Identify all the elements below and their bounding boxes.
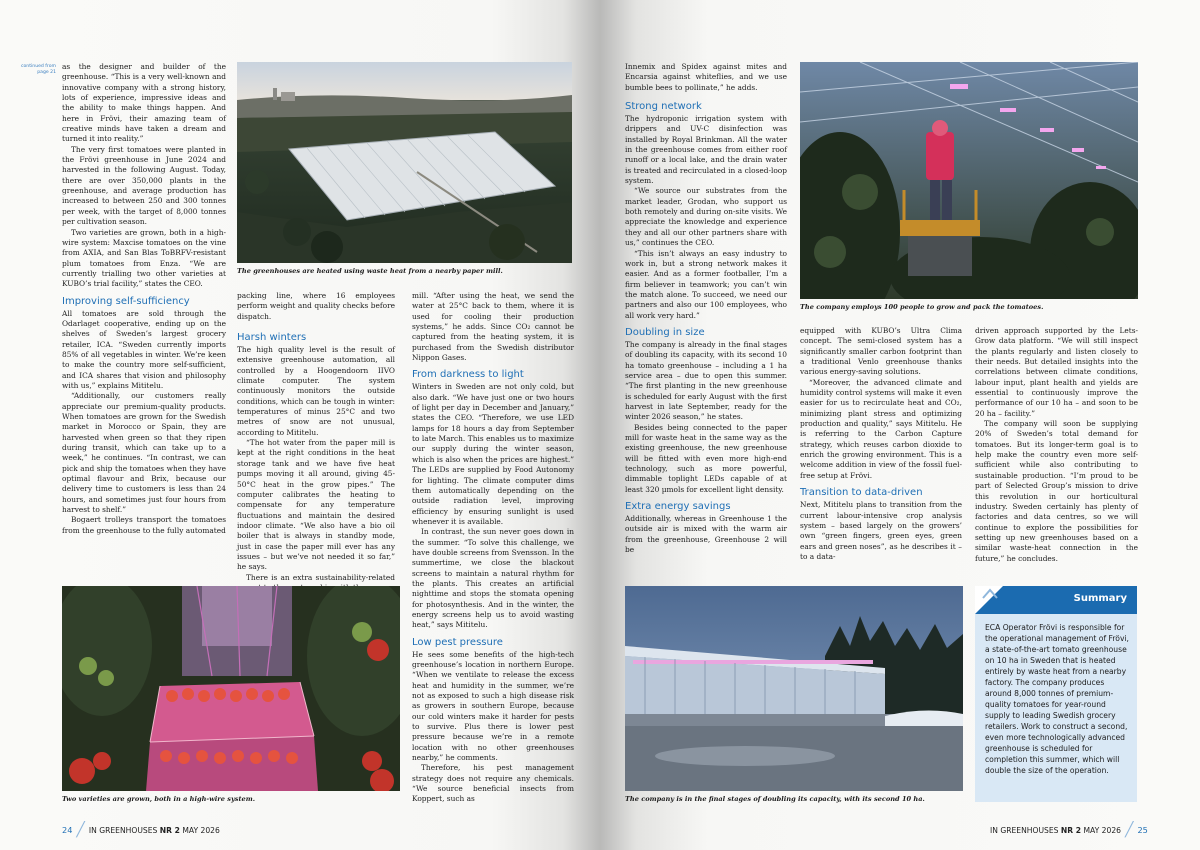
paragraph: The hydroponic irrigation system with drippers and UV-C disinfection was installed by Royal Brinkman. All the water in the greenhouse comes from either roof runoff or a local lake, and the drain water is treated and recirculated in a closed-loop system.: [625, 114, 787, 186]
paragraph: packing line, where 16 employees perform weight and quality checks before dispatch.: [237, 291, 395, 321]
section-heading: Strong network: [625, 101, 702, 113]
summary-title: Summary: [1073, 593, 1127, 604]
paragraph: In contrast, the sun never goes down in the summer. “To solve this challenge, we have double screens from Svensson. In the summertime, we close the blackout screens to maintain a natural rhythm for the plants. This creates an artificial nighttime and stops the stomata opening for photosynthesis. And in the winter, the energy screens help us to avoid wasting heat,” says Mititelu.: [412, 527, 574, 630]
photo-caption: The greenhouses are heated using waste heat from a nearby paper mill.: [237, 267, 503, 275]
section-heading: From darkness to light: [412, 369, 524, 381]
paragraph: Innemix and Spidex against mites and Encarsia against whiteflies, and we use bumble bees to pollinate,” he adds.: [625, 62, 787, 92]
paragraph: “The hot water from the paper mill is kept at the right conditions in the heat storage tank and we have five heat pumps moving it all around, giving 45-50°C heat in the grow pipes.” The computer calibrates the heating to compensate for any temperature fluctuations and maintain the desired indoor climate. “We also have a bio oil boiler that is always in standby mode, just in case the paper mill ever has any issues – but we’ve not needed it so far,” he says.: [237, 438, 395, 572]
chevron-ornament-icon: [981, 586, 999, 600]
photo-caption: The company employs 100 people to grow and pack the tomatoes.: [800, 303, 1044, 311]
right-column-1: [625, 62, 787, 555]
paragraph: The very first tomatoes were planted in the Frövi greenhouse in June 2024 and harvested in the following August. Today, there are over 350,000 plants in the greenhouse, and average production has increased to between 250 and 300 tonnes per week, with the target of 8,000 tonnes per cultivation season.: [62, 144, 226, 227]
page-number: 24: [62, 825, 73, 835]
photo-caption: Two varieties are grown, both in a high-wire system.: [62, 795, 256, 803]
right-column-3: [975, 326, 1138, 564]
tomato-crates-photo: [62, 586, 400, 791]
paragraph: Winters in Sweden are not only cold, but also dark. “We have just one or two hours of light per day in December and January,” states the CEO. “Therefore, we use LED lamps for 18 hours a day from September to late March. This enables us to maximize our supply during the winter season, which is also when the prices are highest.” The LEDs are supplied by Food Autonomy for lighting. The climate computer dims them automatically depending on the outside radiation level, improving efficiency by ensuring sunlight is used whenever it is available.: [412, 382, 574, 526]
page-footer: [990, 822, 1148, 838]
paragraph: Therefore, his pest management strategy does not require any chemicals. “We source beneficial insects from Koppert, such as: [412, 763, 574, 804]
photo-caption: The company is in the final stages of doubling its capacity, with its second 10 ha.: [625, 795, 925, 803]
paragraph: There is an extra sustainability-related: [246, 572, 395, 582]
paragraph: “We source our substrates from the market leader, Grodan, who support us both remotely and during on-site visits. We appreciate the knowledge and experience they and all our other partners share with us,” continues the CEO.: [625, 186, 787, 248]
paragraph: “This isn’t always an easy industry to work in, but a strong network makes it easier. And as a former footballer, I’m a firm believer in teamwork; you can’t win the match alone. To succeed, we need our partners and also our 100 employees, who all work very hard.”: [625, 248, 787, 320]
paragraph: The company is already in the final stages of doubling its capacity, with its second 10 ha tomato greenhouse – including a 1 ha service area – due to open this summer. “The first planting in the new greenhouse is scheduled for early August with the first harvest in late September, ready for the winter 2026 season,” he states.: [625, 339, 787, 422]
paragraph: The high quality level is the result of extensive greenhouse automation, all controlled by a Hoogendoorn IIVO climate computer. The system continuously monitors the outside conditions, which can be tough in winter: temperatures of minus 25°C and two metres of snow are not unusual, according to Mititelu.: [237, 345, 395, 437]
paragraph: “Moreover, the advanced climate and humidity control systems will make it even easier for us to recirculate heat and CO₂, minimizing plant stress and optimizing production and quality,” says Mititelu. He is referring to the Carbon Capture strategy, which reuses carbon dioxide to enrich the growing environment. This is a welcome addition in view of the fossil fuel-free setup at Frövi.: [800, 377, 962, 480]
paragraph: mill. “After using the heat, we send the water at 25°C back to them, where it is used for cooling their production systems,” he adds. Since CO₂ cannot be captured from the heating system, it is purchased from the Swedish distributor Nippon Gases.: [412, 291, 574, 363]
aerial-greenhouse-photo: [237, 62, 572, 263]
page-footer: [62, 822, 220, 838]
paragraph: equipped with KUBO’s Ultra Clima concept. The semi-closed system has a significantly smaller carbon footprint than a traditional Venlo greenhouse thanks various energy-saving solutions.: [800, 326, 962, 377]
slash-ornament: ╱: [1125, 822, 1134, 838]
paragraph: driven approach supported by the Lets-Grow data platform. “We will still inspect the plants regularly and listen closely to their needs. But detailed insights into the correlations between climate conditions, labour input, plant health and yields are essential to continuously improve the performance of our 10 ha – and soon to be 20 ha – facility.”: [975, 326, 1138, 418]
magazine-name: IN GREENHOUSES NR 2 MAY 2026: [990, 825, 1121, 835]
page-number: 25: [1137, 825, 1148, 835]
paragraph: “Additionally, our customers really appreciate our premium-quality products. When tomatoes are grown for the Swedish market in Morocco or Spain, they are harvested when green so that they ripen during transit, which can take up to a week,” he continues. “In contrast, we can pick and ship the tomatoes when they have optimal flavour and Brix, because our delivery time to customers is less than 24 hours, and sometimes just four hours from harvest to shelf.”: [62, 391, 226, 515]
paragraph: Bogaert trolleys transport the tomatoes from the greenhouse to the fully automated: [62, 515, 226, 535]
section-heading: Harsh winters: [237, 332, 307, 344]
paragraph: as the designer and builder of the greenhouse. “This is a very well-known and innovative company with a strong history, lots of experience, impressive ideas and the ability to make things happen. And here in Frövi, their amazing team of creative minds have taken a dream and turned it into reality.”: [62, 62, 226, 144]
continued-label: continued from page 21: [20, 64, 56, 75]
paragraph: Two varieties are grown, both in a high-wire system: Maxcise tomatoes on the vine from AXIA, and San Blas ToBRFV-resistant plum tomatoes from Enza. “We are currently trialling two other varieties at KUBO’s trial facility,” states the CEO.: [62, 227, 226, 289]
magazine-name: IN GREENHOUSES NR 2 MAY 2026: [88, 825, 220, 835]
paragraph: Besides being connected to the paper mill for waste heat in the same way as the existing greenhouse, the new greenhouse will be fitted with even more high-end technology, such as more powerful, dimmable toplight LEDs capable of at least 320 µmols for excellent light density.: [625, 422, 787, 494]
section-heading: Low pest pressure: [412, 636, 503, 648]
paragraph: He sees some benefits of the high-tech greenhouse’s location in northern Europe. “When we ventilate to release the excess heat and humidity in the summer, we’re not as exposed to such a high disease risk as growers in southern Europe, because our cold winters make it harder for pests to survive. Plus there is lower pest pressure because we’re in a remote location with no other greenhouses nearby,” he comments.: [412, 649, 574, 763]
summary-box: [975, 586, 1137, 802]
left-column-3: [412, 291, 574, 805]
section-heading: Transition to data-driven: [800, 487, 923, 499]
section-heading: Extra energy savings: [625, 501, 731, 513]
section-heading: Doubling in size: [625, 326, 705, 338]
paragraph: Additionally, whereas in Greenhouse 1 the outside air is mixed with the warm air from the greenhouse, Greenhouse 2 will be: [625, 514, 787, 555]
left-column-1: [62, 62, 226, 536]
summary-text: ECA Operator Frövi is responsible for the operational management of Frövi, a state-of-the-art tomato greenhouse on 10 ha in Sweden that is heated entirely by waste heat from a nearby factory. The company produces around 8,000 tonnes of premium-quality tomatoes for year-round supply to leading Swedish grocery retailers. Work to construct a second, even more technologically advanced greenhouse is scheduled for completion this summer, which will double the size of the operation.: [985, 623, 1129, 775]
right-column-2: [800, 326, 962, 562]
worker-lift-photo: [800, 62, 1138, 299]
section-heading: Improving self-sufficiency: [62, 295, 190, 307]
paragraph: Next, Mititelu plans to transition from the current labour-intensive crop analysis system – based largely on the growers’ own “green fingers, green eyes, green ears and green noses”, as he describes it – to a data-: [800, 500, 962, 561]
slash-ornament: ╱: [76, 822, 85, 838]
greenhouse-dusk-photo: [625, 586, 963, 791]
paragraph: The company will soon be supplying 20% of Sweden’s total demand for tomatoes. But its longer-term goal is to help make the country even more self-sufficient while also contributing to sustainable production. “I’m proud to be part of Selected Group’s mission to drive this revolution in our horticultural industry. Sweden certainly has plenty of factories and data centres, so we will continue to explore the possibilities for setting up new greenhouses based on a similar waste-heat connection in the future,” he concludes.: [975, 419, 1138, 563]
left-column-2: [237, 291, 395, 593]
paragraph: All tomatoes are sold through the Odarlaget cooperative, ending up on the shelves of Sweden’s largest grocery retailer, ICA. “Sweden currently imports 85% of all vegetables in winter. We’re keen to make the country more self-sufficient, and ICA shares that vision and philosophy with us,” explains Mititelu.: [62, 308, 226, 390]
summary-header: [975, 586, 1137, 614]
